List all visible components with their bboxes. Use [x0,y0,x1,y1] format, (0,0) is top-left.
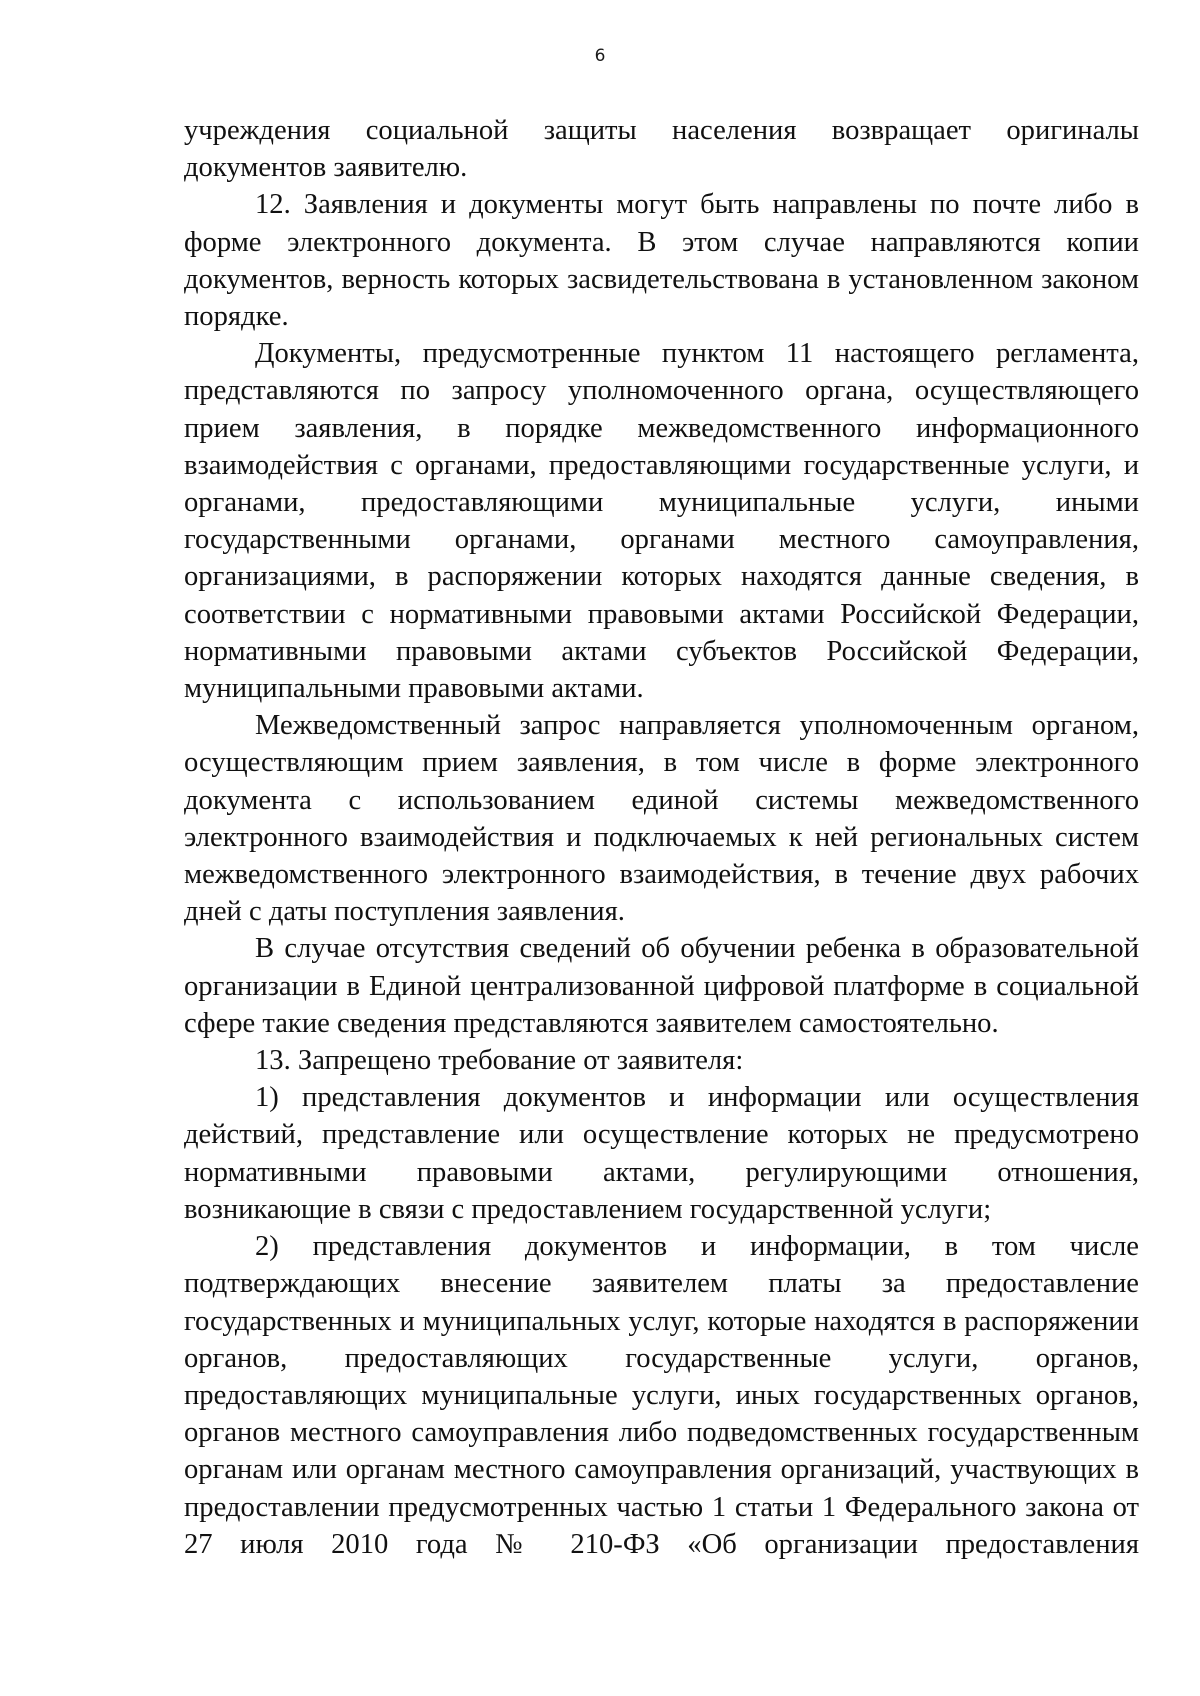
paragraph-subitem-1: 1) представления документов и информации или осуществления действий, представление или осуществление которых не предусмотрено нормативными правовыми актами, регулирующими отношения, возникающие в связи с предоставлением государственной услуги; [184,1082,1139,1225]
document-body [184,112,1139,1563]
paragraph-continued: учреждения социальной защиты населения возвращает оригиналы документов заявителю. [184,115,1139,184]
page-number: 6 [594,46,606,66]
paragraph-item-13: 13. Запрещено требование от заявителя: [255,1045,744,1077]
paragraph-education-info: В случае отсутствия сведений об обучении ребенка в образовательной организации в Единой централизованной цифровой платформе в социальной сфере такие сведения представляются заявителем самостоятельно. [184,933,1139,1039]
paragraph-item-12: 12. Заявления и документы могут быть направлены по почте либо в форме электронного документа. В этом случае направляются копии документов, верность которых засвидетельствована в установленном законом порядке. [184,189,1139,333]
paragraph-subitem-2: 2) представления документов и информации, в том числе подтверждающих внесение заявителем платы за предоставление государственных и муниципальных услуг, которые находятся в распоряжении органов, предоставляющих государственные услуги, органов, предоставляющих муниципальные услуги, иных государственных органов, органов местного самоуправления либо подведомственных государственным органам или органам местного самоуправления организаций, участвующих в предоставлении предусмотренных частью 1 статьи 1 Федерального закона от 27 июля 2010 года № 210-ФЗ «Об организации предоставления [184,1231,1139,1560]
paragraph-documents-by-request: Документы, предусмотренные пунктом 11 настоящего регламента, представляются по запросу уполномоченного органа, осуществляющего прием заявления, в порядке межведомственного информационного взаимодействия с органами, предоставляющими государственные услуги, и органами, предоставляющими муниципальные услуги, иными государственными органами, органами местного самоуправления, организациями, в распоряжении которых находятся данные сведения, в соответствии с нормативными правовыми актами Российской Федерации, нормативными правовыми актами субъектов Российской Федерации, муниципальными правовыми актами. [184,338,1139,705]
paragraph-interagency-request: Межведомственный запрос направляется уполномоченным органом, осуществляющим прием заявления, в том числе в форме электронного документа с использованием единой системы межведомственного электронного взаимодействия и подключаемых к ней региональных систем межведомственного электронного взаимодействия, в течение двух рабочих дней с даты поступления заявления. [184,710,1139,928]
